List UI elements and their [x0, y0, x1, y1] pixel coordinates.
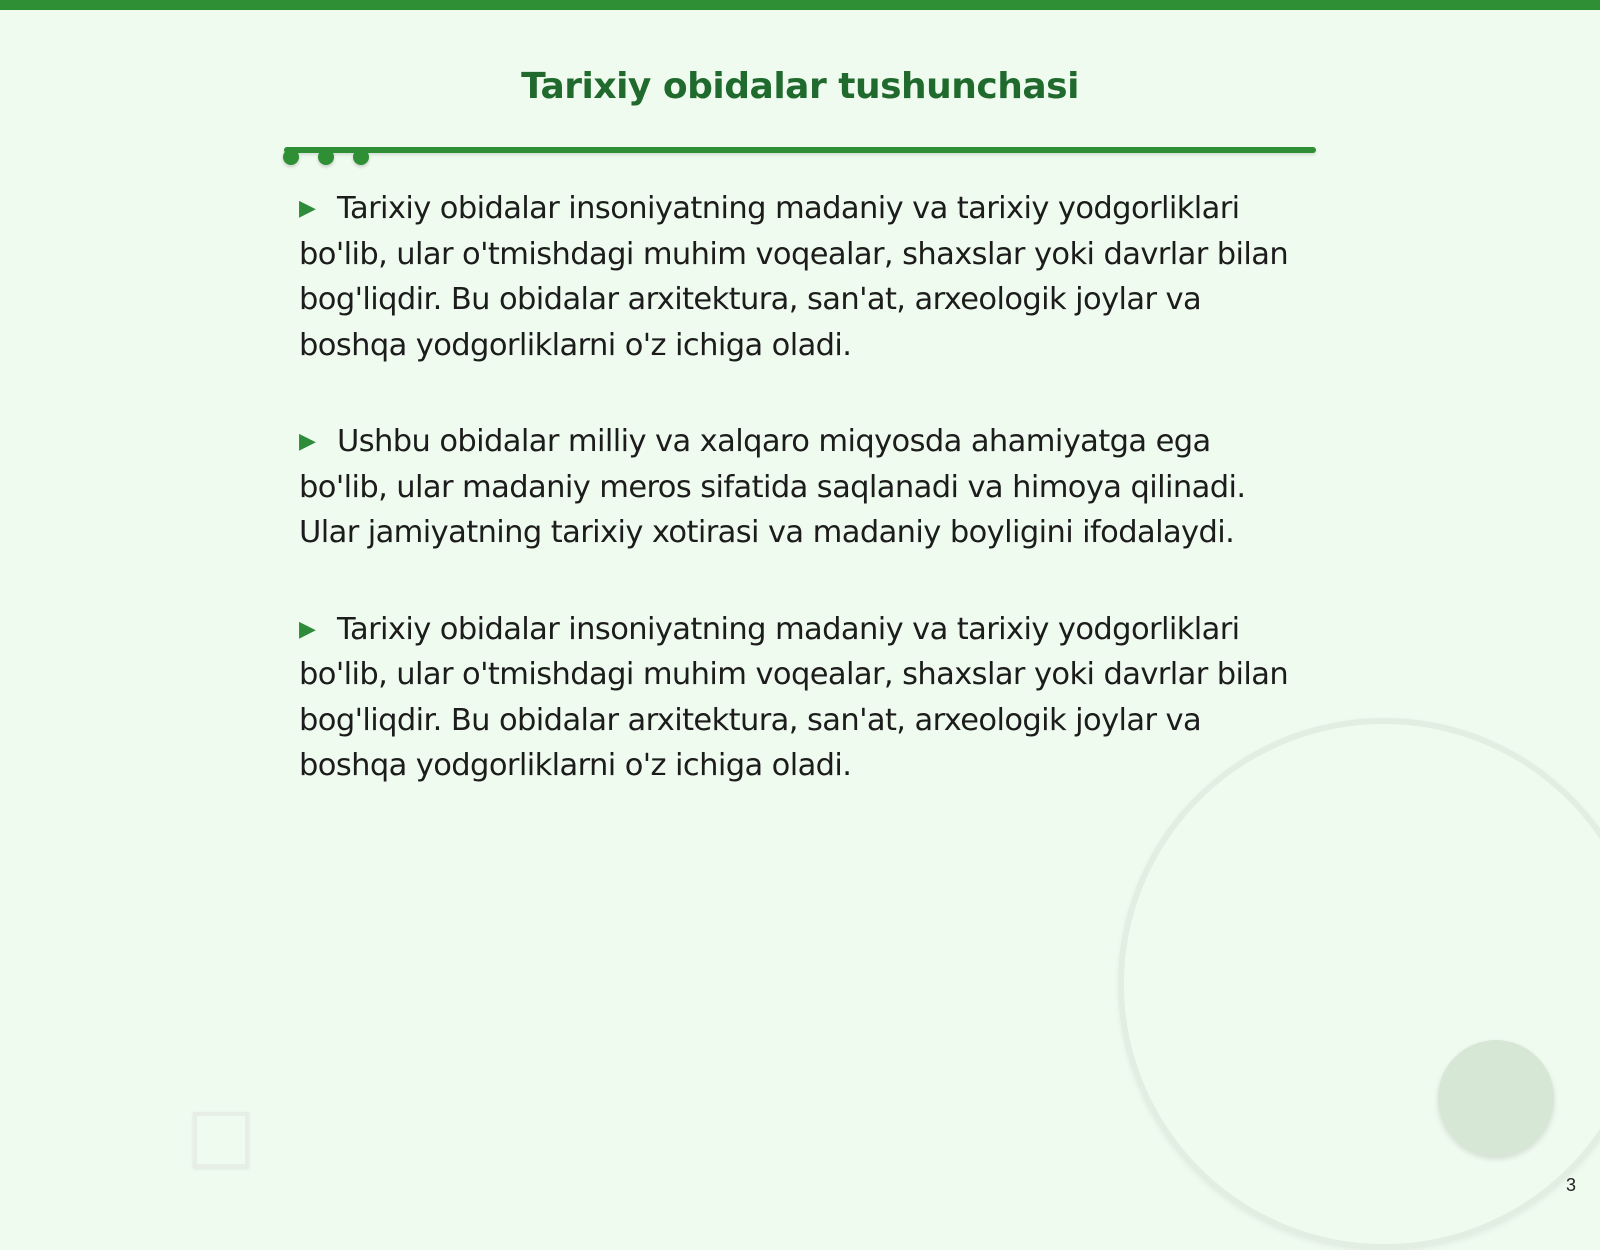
triangle-right-icon: ▶: [299, 429, 316, 454]
bullet-paragraph: [299, 186, 1289, 368]
decorative-dot-1: [283, 149, 299, 165]
decorative-circle: [1438, 1040, 1554, 1156]
bullet-paragraph: [299, 419, 1289, 556]
bullet-text: Tarixiy obidalar insoniyatning madaniy va tarixiy yodgorliklari bo'lib, ular o'tmishdagi muhim voqealar, shaxslar yoki davrlar bilan bog'liqdir. Bu obidalar arxitektura, san'at, arxeologik joylar va boshqa yodgorliklarni o'z ichiga oladi.: [299, 611, 1289, 783]
bullet-list: [299, 186, 1289, 840]
title-underline: [284, 147, 1316, 153]
triangle-right-icon: ▶: [299, 196, 316, 221]
slide-title: Tarixiy obidalar tushunchasi: [521, 66, 1079, 107]
triangle-right-icon: ▶: [299, 616, 316, 642]
bullet-text: Ushbu obidalar milliy va xalqaro miqyosda ahamiyatga ega bo'lib, ular madaniy meros sifatida saqlanadi va himoya qilinadi. Ular jamiyatning tarixiy xotirasi va madaniy boyligini ifodalaydi.: [299, 424, 1246, 550]
decorative-dot-2: [318, 149, 334, 165]
top-accent-bar: [0, 0, 1600, 10]
decorative-dot-3: [353, 149, 369, 165]
page-number: 3: [1565, 1175, 1576, 1195]
bullet-text: Tarixiy obidalar insoniyatning madaniy va tarixiy yodgorliklari bo'lib, ular o'tmishdagi muhim voqealar, shaxslar yoki davrlar bilan bog'liqdir. Bu obidalar arxitektura, san'at, arxeologik joylar va boshqa yodgorliklarni o'z ichiga oladi.: [299, 191, 1289, 363]
decorative-square: [193, 1112, 249, 1168]
bullet-paragraph: [299, 607, 1289, 789]
